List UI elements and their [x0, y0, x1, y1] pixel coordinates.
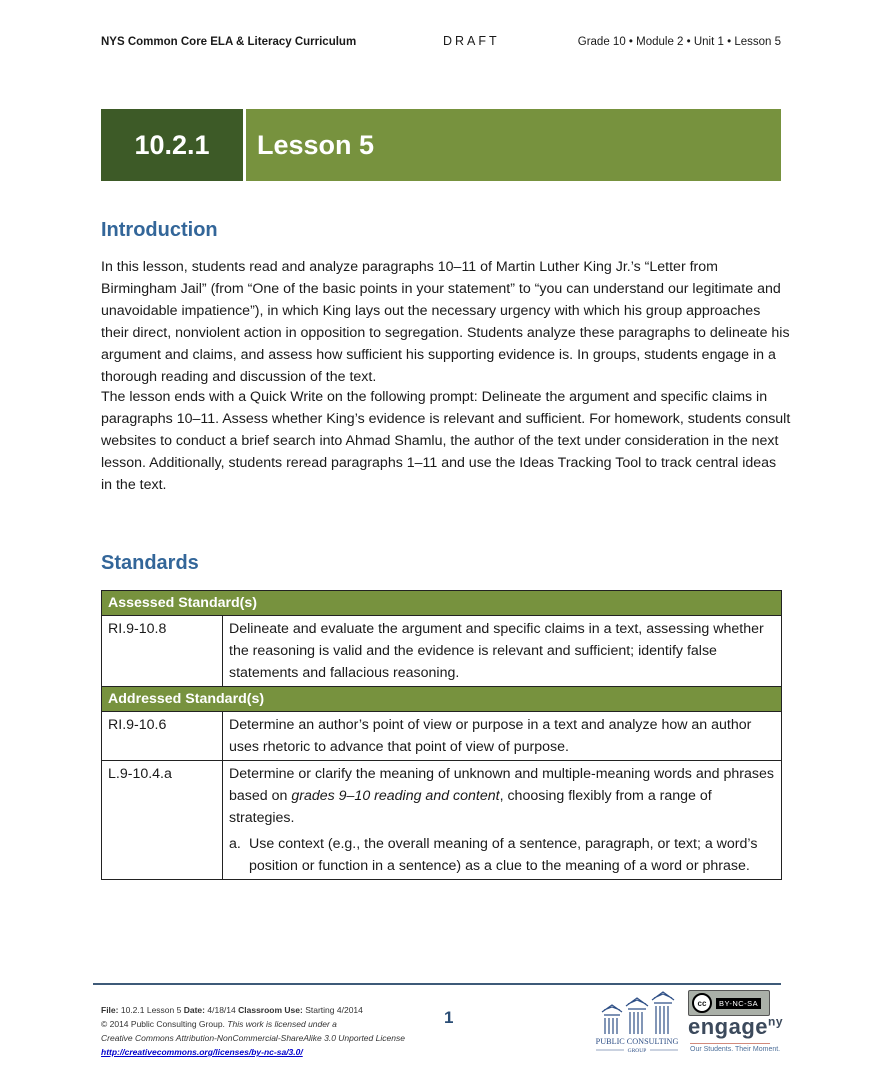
- svg-text:GROUP: GROUP: [627, 1048, 647, 1054]
- lesson-title: Lesson 5: [246, 109, 781, 181]
- lesson-locator: Grade 10 • Module 2 • Unit 1 • Lesson 5: [577, 36, 781, 48]
- creative-commons-badge: [688, 990, 770, 1016]
- curriculum-title: NYS Common Core ELA & Literacy Curriculum: [101, 36, 357, 48]
- assessed-standards-header-row: [102, 591, 782, 616]
- file-value: 10.2.1 Lesson 5: [120, 1005, 182, 1015]
- classroom-use-label: Classroom Use:: [238, 1005, 303, 1015]
- list-marker: a.: [229, 836, 241, 852]
- classroom-use-value: Starting 4/2014: [305, 1005, 363, 1015]
- standards-heading: Standards: [101, 552, 199, 574]
- engageny-underline: [690, 1043, 770, 1044]
- cc-icon: cc: [692, 993, 712, 1013]
- date-label: Date:: [183, 1005, 205, 1015]
- introduction-heading: Introduction: [101, 219, 218, 241]
- running-header: [101, 36, 781, 54]
- footer-divider: [93, 983, 781, 985]
- date-value: 4/18/14: [207, 1005, 236, 1015]
- table-row: [102, 761, 782, 880]
- addressed-standards-header-row: [102, 687, 782, 712]
- draft-label: DRAFT: [443, 34, 500, 48]
- standard-text-italic: grades 9–10 reading and content: [291, 788, 500, 804]
- lesson-number: 10.2.1: [101, 109, 243, 181]
- introduction-paragraph-2: The lesson ends with a Quick Write on the following prompt: Delineate the argument and specific claims in paragraphs 10–11. Assess whether King’s evidence is relevant and sufficient. For homework, students consult websites to conduct a brief search into Ahmad Shamlu, the author of the text under consideration in the next lesson. Additionally, students reread paragraphs 1–11 and use the Ideas Tracking Tool to track central ideas in the text.: [101, 389, 791, 493]
- table-row: [102, 712, 782, 761]
- standard-text: Delineate and evaluate the argument and specific claims in a text, assessing whether the reasoning is valid and the evidence is relevant and sufficient; identify false statements and fallacious reasoning.: [223, 616, 782, 687]
- lesson-title-bar: [101, 109, 781, 181]
- license-name: Creative Commons Attribution-NonCommercial-ShareAlike 3.0 Unported License: [101, 1033, 405, 1043]
- engage-wordmark: engage: [688, 1014, 769, 1039]
- file-label: File:: [101, 1005, 119, 1015]
- engage-ny-superscript: ny: [768, 1014, 784, 1029]
- standard-text-main: Determine or clarify the meaning of unknown and multiple-meaning words and phrases based on: [229, 766, 774, 804]
- svg-text:PUBLIC CONSULTING: PUBLIC CONSULTING: [595, 1037, 679, 1046]
- standard-text: [223, 761, 782, 880]
- copyright-text: © 2014 Public Consulting Group.: [101, 1019, 225, 1029]
- assessed-standards-header: Assessed Standard(s): [102, 591, 782, 616]
- copyright-line: [101, 1017, 405, 1031]
- license-intro: This work is licensed under a: [227, 1019, 337, 1029]
- standard-text: Determine an author’s point of view or purpose in a text and analyze how an author uses rhetoric to advance that point of view of purpose.: [223, 712, 782, 761]
- sub-standard-item: [229, 833, 775, 877]
- standard-code: RI.9-10.6: [102, 712, 223, 761]
- standard-code: L.9-10.4.a: [102, 761, 223, 880]
- standard-code: RI.9-10.8: [102, 616, 223, 687]
- pcg-logo: [592, 990, 682, 1060]
- license-link[interactable]: http://creativecommons.org/licenses/by-nc-sa/3.0/: [101, 1047, 303, 1057]
- introduction-paragraph-1: In this lesson, students read and analyze paragraphs 10–11 of Martin Luther King Jr.’s “Letter from Birmingham Jail” (from “One of the basic points in your statement” to “you can understand our legitimate and unavoidable impatience”), in which King lays out the necessary urgency with which his group approaches their direct, nonviolent action in opposition to segregation. Students analyze these paragraphs to delineate his argument and claims, and assess how sufficient his supporting evidence is. In groups, students engage in a thorough reading and discussion of the text.: [101, 259, 790, 385]
- engageny-tagline: Our Students. Their Moment.: [690, 1046, 781, 1053]
- pcg-columns-icon: [592, 990, 682, 1060]
- sub-standard-text: Use context (e.g., the overall meaning of a sentence, paragraph, or text; a word’s position or function in a sentence) as a clue to the meaning of a word or phrase.: [249, 836, 758, 874]
- engageny-logo: [688, 1014, 783, 1040]
- table-row: [102, 616, 782, 687]
- addressed-standards-header: Addressed Standard(s): [102, 687, 782, 712]
- license-line: [101, 1031, 405, 1045]
- standard-text-end: , choosing flexibly from a range of strategies.: [229, 788, 712, 826]
- cc-license-type: BY-NC-SA: [716, 998, 761, 1009]
- footer-metadata: [101, 1003, 405, 1059]
- page-number: 1: [444, 1008, 454, 1027]
- standards-table: [101, 590, 782, 880]
- file-info-line: [101, 1003, 405, 1017]
